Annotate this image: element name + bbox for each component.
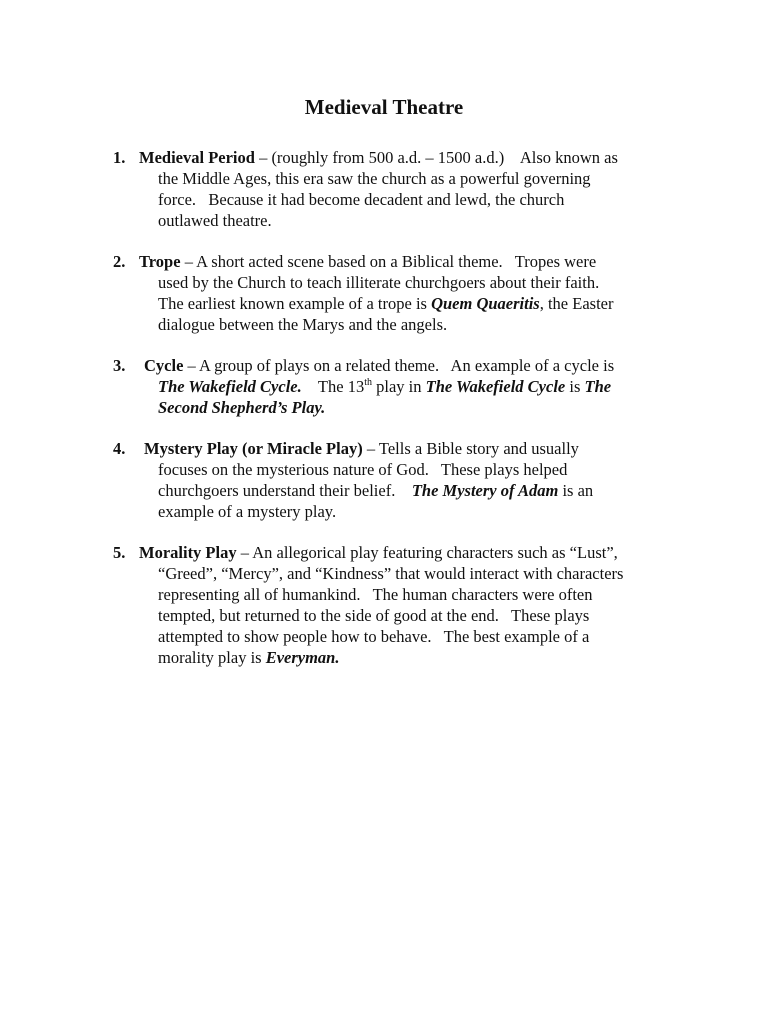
item-number: 2. (113, 252, 126, 271)
work-title: The Wakefield Cycle (425, 377, 566, 396)
item-term: Morality Play (139, 543, 237, 562)
item-line: the Middle Ages, this era saw the church as a powerful governing (158, 169, 591, 188)
item-line: focuses on the mysterious nature of God. These plays helped (158, 460, 568, 479)
list-item (113, 147, 673, 231)
item-number: 4. (113, 439, 126, 458)
item-line: “Greed”, “Mercy”, and “Kindness” that would interact with characters (158, 564, 624, 583)
item-line: tempted, but returned to the side of good at the end. These plays (158, 606, 590, 625)
work-title: Second Shepherd’s Play. (158, 398, 326, 417)
item-line: dialogue between the Marys and the angels. (158, 315, 448, 334)
item-term: Trope (139, 252, 181, 271)
page-title: Medieval Theatre (304, 95, 464, 119)
item-line: used by the Church to teach illiterate churchgoers about their faith. (158, 273, 600, 292)
list-item (113, 251, 673, 335)
item-line: outlawed theatre. (158, 211, 272, 230)
item-line: morality play is Everyman. (158, 648, 340, 667)
item-term: Medieval Period (139, 148, 255, 167)
item-line: The Wakefield Cycle. The 13th play in The Wakefield Cycle is The (158, 377, 612, 396)
list-item (113, 542, 673, 668)
item-number: 1. (113, 148, 126, 167)
work-title: The Mystery of Adam (411, 481, 559, 500)
work-title: Quem Quaeritis (431, 294, 540, 313)
work-title: The (584, 377, 612, 396)
work-title: The Wakefield Cycle. (158, 377, 302, 396)
list-item (113, 438, 673, 522)
item-line: attempted to show people how to behave. The best example of a (158, 627, 590, 646)
item-line: Medieval Period – (roughly from 500 a.d. – 1500 a.d.) Also known as (139, 148, 618, 167)
work-title: Everyman. (265, 648, 340, 667)
item-line: Cycle – A group of plays on a related theme. An example of a cycle is (144, 356, 615, 375)
item-line: force. Because it had become decadent and lewd, the church (158, 190, 565, 209)
item-line: Morality Play – An allegorical play featuring characters such as “Lust”, (139, 543, 618, 562)
item-number: 5. (113, 543, 126, 562)
item-line: representing all of humankind. The human characters were often (158, 585, 593, 604)
item-line: Trope – A short acted scene based on a Biblical theme. Tropes were (139, 252, 597, 271)
list-item (113, 355, 673, 418)
item-line: example of a mystery play. (158, 502, 337, 521)
item-line: The earliest known example of a trope is Quem Quaeritis, the Easter (158, 294, 614, 313)
item-line: Mystery Play (or Miracle Play) – Tells a Bible story and usually (144, 439, 579, 458)
item-term: Cycle (144, 356, 184, 375)
item-number: 3. (113, 356, 126, 375)
item-term: Mystery Play (or Miracle Play) (144, 439, 363, 458)
item-line: churchgoers understand their belief. The Mystery of Adam is an (158, 481, 594, 500)
